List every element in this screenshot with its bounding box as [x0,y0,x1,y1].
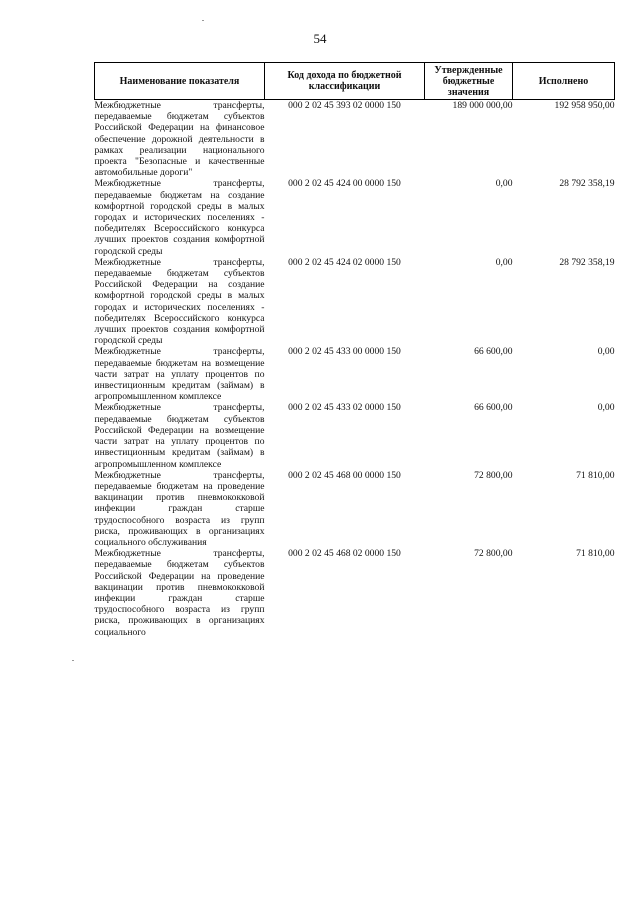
cell-approved: 0,00 [495,256,513,268]
cell-indicator-name: Межбюджетные трансферты, передаваемые бюджетам на создание комфортной городской среды в малых городах и исторических поселениях - победителях Всероссийского конкурса лучших проектов создания комфортной городской среды [94,178,265,257]
cell-executed: 28 792 358,19 [559,178,615,190]
page-number: 54 [313,31,327,46]
header-indicator-name: Наименование показателя [95,63,265,100]
cell-revenue-code: 000 2 02 45 393 02 0000 150 [288,100,401,111]
cell-indicator-name: Межбюджетные трансферты, передаваемые бюджетам на проведение вакцинации против пневмококковой инфекции граждан старше трудоспособного возраста из групп риска, проживающих в организациях социального обслуживания [94,469,265,548]
cell-revenue-code: 000 2 02 45 468 02 0000 150 [288,548,401,560]
table-row [95,470,615,548]
table-row [95,346,615,402]
table-row [95,178,615,256]
cell-executed: 28 792 358,19 [559,256,615,268]
cell-executed: 192 958 950,00 [554,100,615,111]
revenue-table [94,62,615,638]
cell-revenue-code: 000 2 02 45 468 00 0000 150 [288,469,401,481]
table-row [95,100,615,179]
header-revenue-code: Код дохода по бюджетной классификации [265,63,425,100]
scan-mark [202,20,204,21]
cell-approved: 0,00 [495,178,513,190]
table-row [95,257,615,347]
cell-indicator-name: Межбюджетные трансферты, передаваемые бюджетам субъектов Российской Федерации на проведение вакцинации против пневмококковой инфекции граждан старше трудоспособного возраста из групп риска, проживающих в организациях социального [94,548,265,638]
cell-indicator-name: Межбюджетные трансферты, передаваемые бюджетам субъектов Российской Федерации на создание комфортной городской среды в малых городах и исторических поселениях - победителях Всероссийского конкурса лучших проектов создания комфортной городской среды [94,256,265,347]
cell-executed: 71 810,00 [576,469,615,481]
header-executed: Исполнено [513,63,615,100]
table-header-row [95,63,615,100]
table-row [95,548,615,638]
cell-revenue-code: 000 2 02 45 433 00 0000 150 [288,346,401,358]
cell-indicator-name: Межбюджетные трансферты, передаваемые бюджетам на возмещение части затрат на уплату процентов по инвестиционным кредитам (займам) в агропромышленном комплексе [94,346,265,403]
cell-executed: 0,00 [597,346,615,358]
cell-approved: 66 600,00 [474,346,513,358]
cell-indicator-name: Межбюджетные трансферты, передаваемые бюджетам субъектов Российской Федерации на финансовое обеспечение дорожной деятельности в рамках реализации национального проекта "Безопасные и качественные автомобильные дороги" [94,100,265,179]
cell-approved: 189 000 000,00 [452,100,513,111]
cell-revenue-code: 000 2 02 45 433 02 0000 150 [288,402,401,414]
cell-indicator-name: Межбюджетные трансферты, передаваемые бюджетам субъектов Российской Федерации на возмещение части затрат на уплату процентов по инвестиционным кредитам (займам) в агропромышленном комплексе [94,402,265,470]
cell-executed: 71 810,00 [576,548,615,560]
scan-mark [72,660,74,661]
cell-approved: 72 800,00 [474,469,513,481]
table-row [95,402,615,469]
cell-approved: 72 800,00 [474,548,513,560]
cell-executed: 0,00 [597,402,615,414]
cell-revenue-code: 000 2 02 45 424 02 0000 150 [288,256,401,268]
cell-revenue-code: 000 2 02 45 424 00 0000 150 [288,178,401,190]
header-approved-values: Утвержденные бюджетные значения [425,63,513,100]
cell-approved: 66 600,00 [474,402,513,414]
